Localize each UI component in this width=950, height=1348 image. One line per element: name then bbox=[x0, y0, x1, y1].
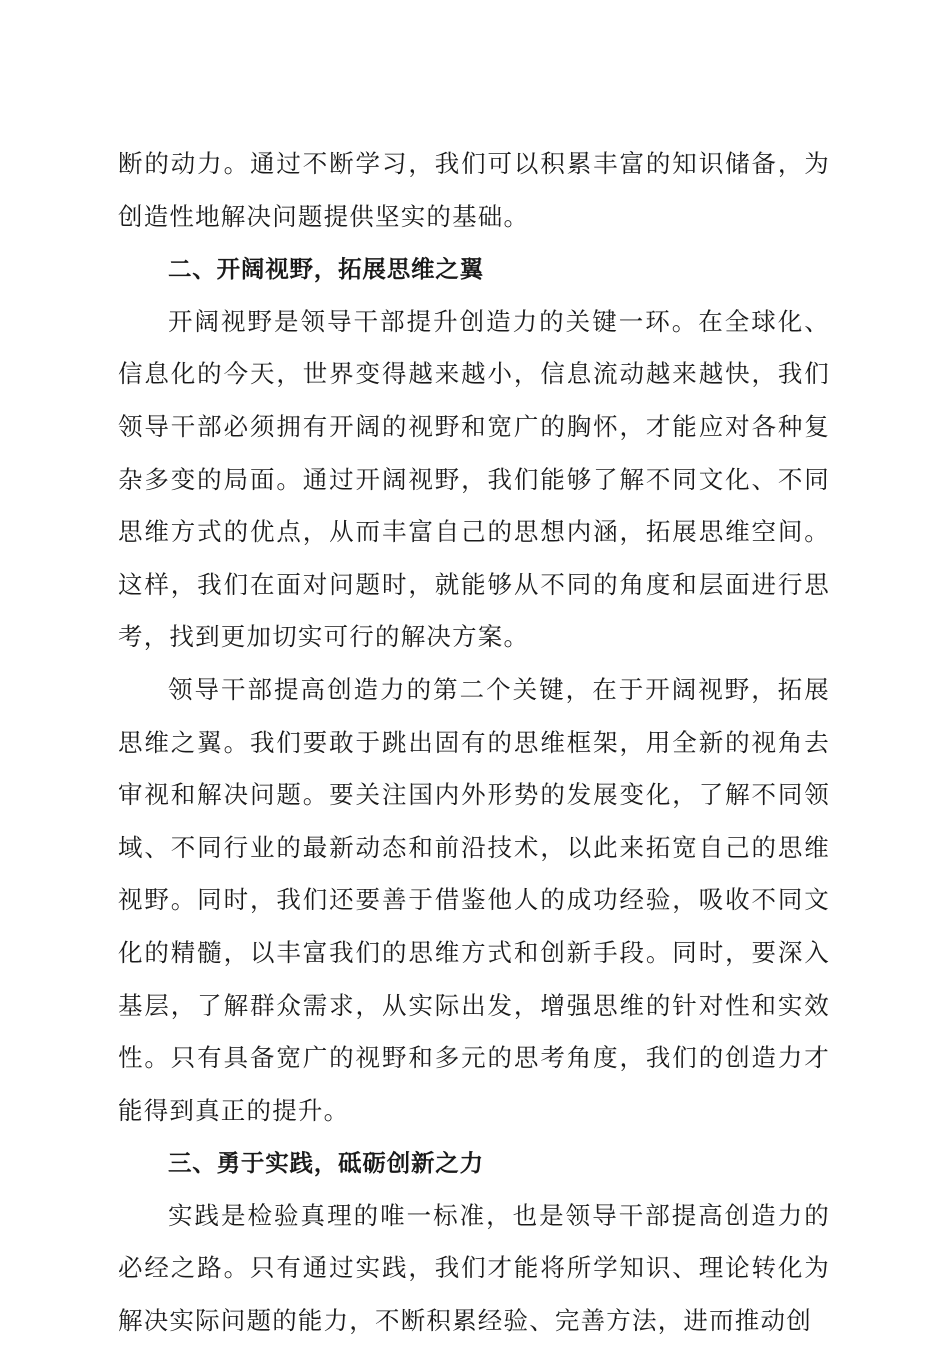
section-heading-2: 二、开阔视野，拓展思维之翼 bbox=[168, 255, 484, 284]
document-body bbox=[118, 138, 830, 1348]
paragraph-continuation: 断的动力。通过不断学习，我们可以积累丰富的知识储备，为创造性地解决问题提供坚实的基础。 bbox=[118, 149, 830, 231]
paragraph-second-key: 领导干部提高创造力的第二个关键，在于开阔视野，拓展思维之翼。我们要敢于跳出固有的思维框架，用全新的视角去审视和解决问题。要关注国内外形势的发展变化，了解不同领域、不同行业的最新动态和前沿技术，以此来拓宽自己的思维视野。同时，我们还要善于借鉴他人的成功经验，吸收不同文化的精髓，以丰富我们的思维方式和创新手段。同时，要深入基层，了解群众需求，从实际出发，增强思维的针对性和实效性。只有具备宽广的视野和多元的思考角度，我们的创造力才能得到真正的提升。 bbox=[118, 674, 830, 1125]
paragraph-practice: 实践是检验真理的唯一标准，也是领导干部提高创造力的必经之路。只有通过实践，我们才能将所学知识、理论转化为解决实际问题的能力，不断积累经验、完善方法，进而推动创 bbox=[118, 1200, 830, 1336]
section-heading-3: 三、勇于实践，砥砺创新之力 bbox=[168, 1149, 484, 1178]
paragraph-broaden-vision: 开阔视野是领导干部提升创造力的关键一环。在全球化、信息化的今天，世界变得越来越小，信息流动越来越快，我们领导干部必须拥有开阔的视野和宽广的胸怀，才能应对各种复杂多变的局面。通过开阔视野，我们能够了解不同文化、不同思维方式的优点，从而丰富自己的思想内涵，拓展思维空间。这样，我们在面对问题时，就能够从不同的角度和层面进行思考，找到更加切实可行的解决方案。 bbox=[118, 306, 830, 652]
